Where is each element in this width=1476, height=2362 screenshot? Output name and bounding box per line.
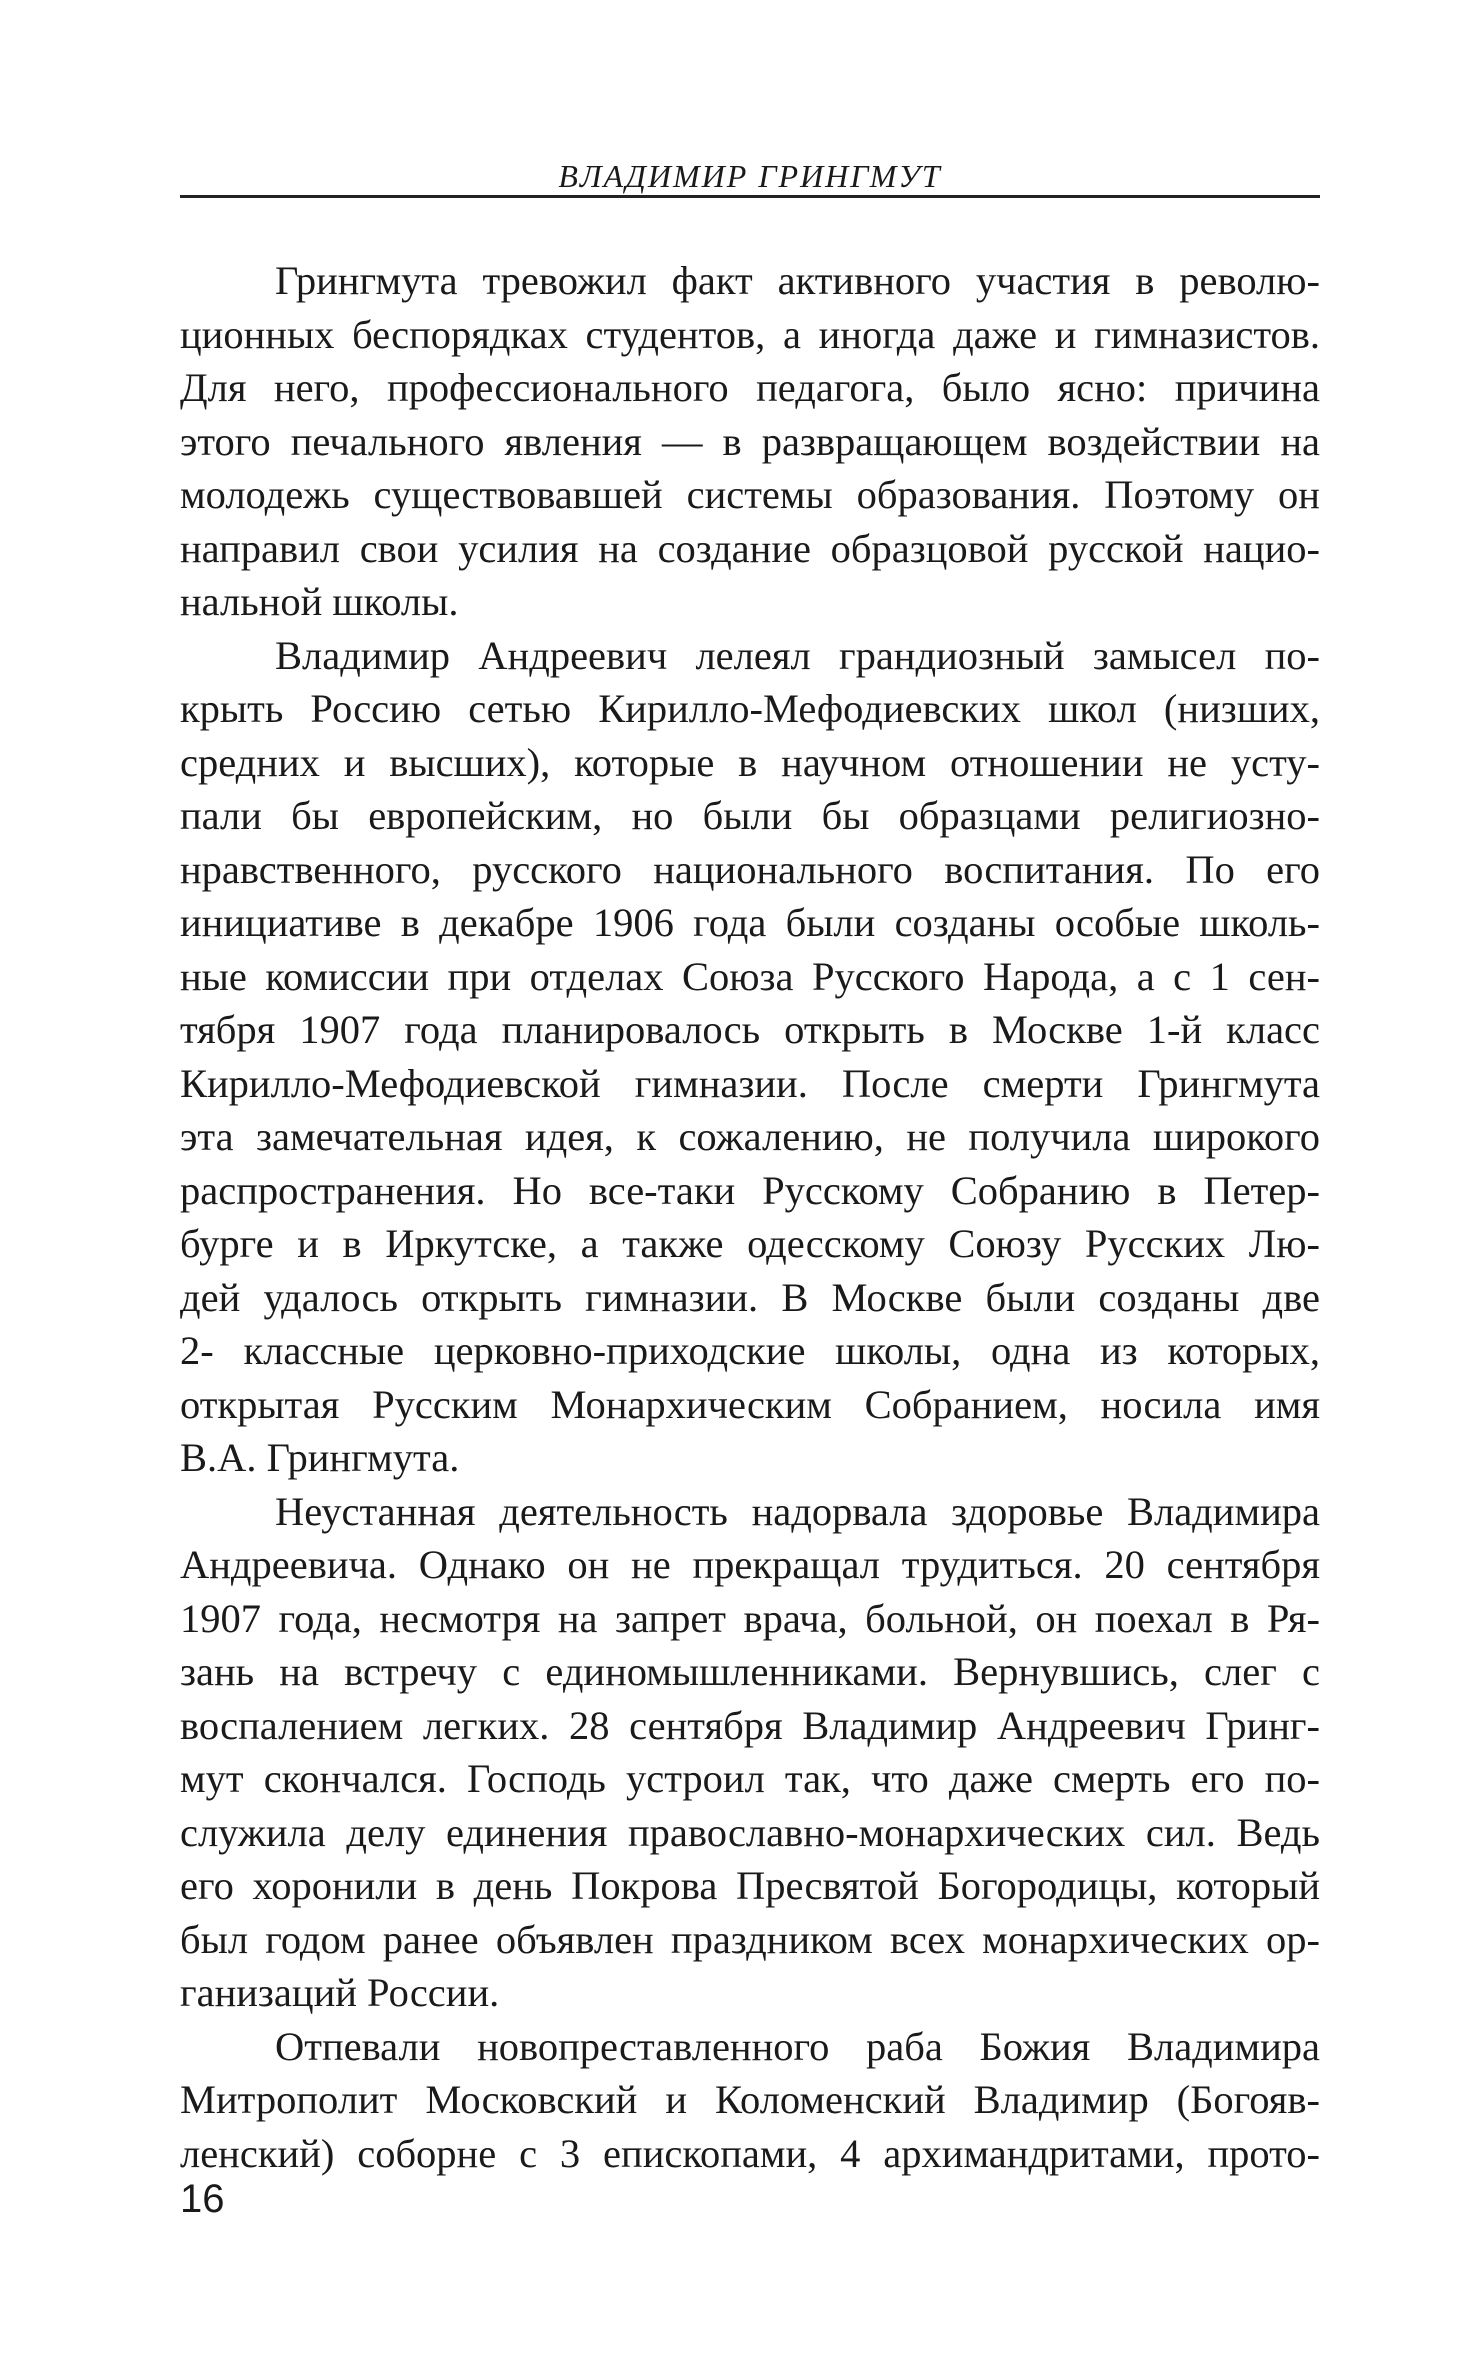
text-line: средних и высших), которые в научном отношении не усту- — [180, 739, 1320, 785]
text-line: Неустанная деятельность надорвала здоровье Владимира — [275, 1488, 1320, 1534]
text-line: Кирилло-Мефодиевской гимназии. После смерти Грингмута — [180, 1060, 1320, 1106]
text-line: открытая Русским Монархическим Собранием, носила имя — [180, 1381, 1320, 1427]
text-line: Грингмута тревожил факт активного участия в револю- — [275, 258, 1320, 303]
text-line: 2- классные церковно-приходские школы, одна из которых, — [180, 1328, 1320, 1373]
text-line: В.А. Грингмута. — [180, 1435, 460, 1480]
page-number: 16 — [180, 2177, 225, 2221]
text-line: нравственного, русского национального воспитания. По его — [180, 846, 1320, 892]
text-line: дей удалось открыть гимназии. В Москве были созданы две — [180, 1274, 1320, 1320]
text-line: воспалением легких. 28 сентября Владимир Андреевич Гринг- — [180, 1702, 1320, 1748]
text-line: эта замечательная идея, к сожалению, не получила широкого — [180, 1114, 1320, 1159]
running-head-title: ВЛАДИМИР ГРИНГМУТ — [558, 158, 942, 194]
text-line: Для него, профессионального педагога, было ясно: причина — [180, 365, 1320, 410]
text-line: Митрополит Московский и Коломенский Владимир (Богояв- — [180, 2077, 1320, 2122]
text-line: 1907 года, несмотря на запрет врача, больной, он поехал в Ря- — [180, 1595, 1320, 1641]
text-line: направил свои усилия на создание образцовой русской нацио- — [180, 525, 1320, 571]
text-line: мут скончался. Господь устроил так, что даже смерть его по- — [180, 1756, 1320, 1801]
text-line: служила делу единения православно-монархических сил. Ведь — [180, 1809, 1320, 1855]
text-line: был годом ранее объявлен праздником всех монархических ор- — [180, 1916, 1320, 1962]
text-line: ционных беспорядках студентов, а иногда даже и гимназистов. — [180, 311, 1320, 357]
header-rule — [180, 195, 1320, 198]
text-line: ленский) соборне с 3 епископами, 4 архимандритами, прото- — [180, 2130, 1320, 2176]
text-line: Отпевали новопреставленного раба Божия Владимира — [275, 2023, 1320, 2069]
text-line: пали бы европейским, но были бы образцами религиозно- — [180, 793, 1320, 838]
text-line: крыть Россию сетью Кирилло-Мефодиевских школ (низших, — [180, 686, 1320, 731]
text-line: зань на встречу с единомышленниками. Вернувшись, слег с — [180, 1649, 1320, 1694]
text-line: инициативе в декабре 1906 года были созданы особые школь- — [180, 900, 1320, 945]
text-line: распространения. Но все-таки Русскому Собранию в Петер- — [180, 1167, 1320, 1213]
text-line: бурге и в Иркутске, а также одесскому Союзу Русских Лю- — [180, 1221, 1320, 1266]
text-line: его хоронили в день Покрова Пресвятой Богородицы, который — [180, 1863, 1320, 1908]
text-line: тября 1907 года планировалось открыть в Москве 1-й класс — [180, 1007, 1320, 1052]
text-line: нальной школы. — [180, 579, 459, 624]
body-text — [180, 254, 1320, 2180]
text-line: ганизаций России. — [180, 1970, 500, 2015]
text-line: Владимир Андреевич лелеял грандиозный замысел по- — [275, 632, 1320, 678]
text-line: Андреевича. Однако он не прекращал трудиться. 20 сентября — [180, 1542, 1320, 1587]
text-line: ные комиссии при отделах Союза Русского Народа, а с 1 сен- — [180, 953, 1320, 999]
text-line: молодежь существовавшей системы образования. Поэтому он — [180, 472, 1320, 517]
text-line: этого печального явления — в развращающем воздействии на — [180, 418, 1320, 464]
